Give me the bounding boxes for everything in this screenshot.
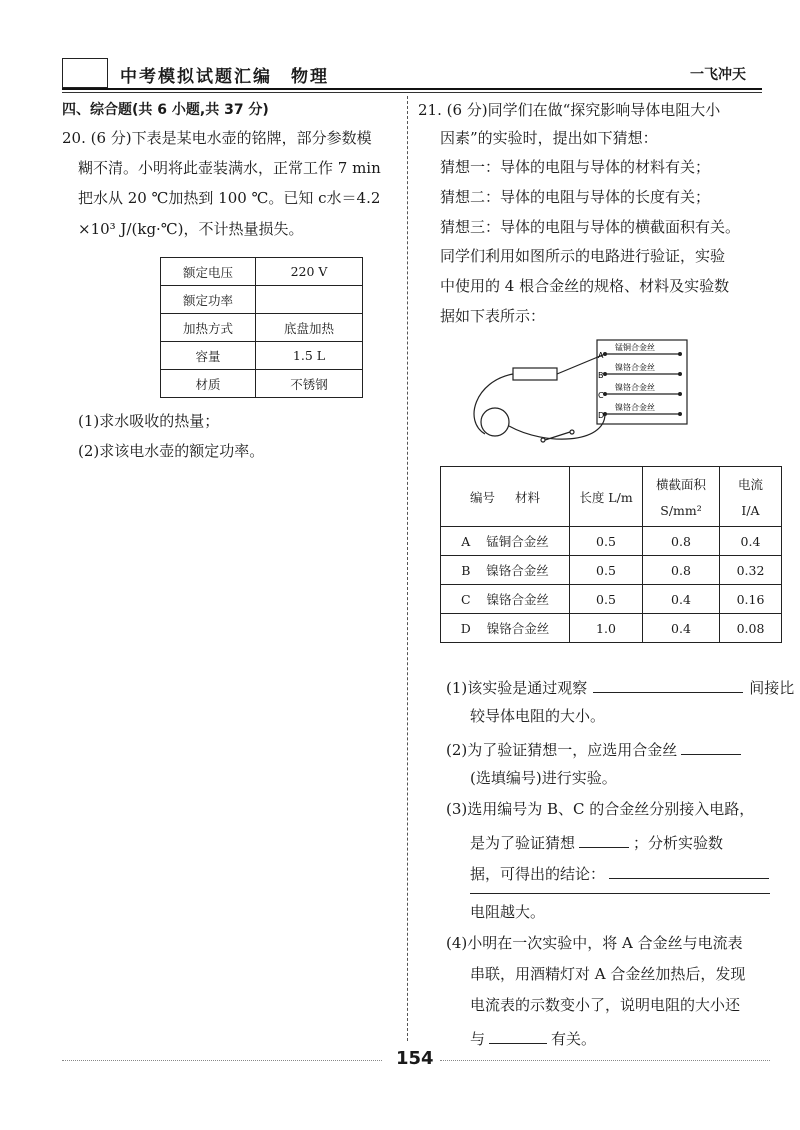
q21-sub1-line-2: 较导体电阻的大小。 [470,707,606,725]
q21-line-6: 同学们利用如图所示的电路进行验证，实验 [440,247,726,265]
header-current-label: 电流 [737,477,763,492]
nameplate-cell: 额定电压 [161,258,256,286]
header-rule-thin [62,92,762,93]
row-length: 0.5 [570,556,643,585]
row-length: 0.5 [570,527,643,556]
q20-sub-2: (2)求该电水壶的额定功率。 [78,442,265,460]
q21-line-5: 猜想三：导体的电阻与导体的横截面积有关。 [440,218,741,236]
row-id-material: B 镍铬合金丝 [441,556,570,585]
header-rule [62,88,762,90]
circuit-label-c: C [598,391,604,400]
header-area [643,467,720,527]
q21-sub4-line-1: (4)小明在一次实验中，将 A 合金丝与电流表 [446,934,743,952]
q21-sub1-line-1: (1)该实验是通过观察 间接比 [446,679,795,697]
series-title: 中考模拟试题汇编 物理 [120,67,329,87]
q21-sub2-line-2: (选填编号)进行实验。 [470,769,617,787]
row-current: 0.08 [720,614,782,643]
row-id-material: D 镍铬合金丝 [441,614,570,643]
footer-rule-right [440,1060,770,1061]
row-length: 1.0 [570,614,643,643]
q21-sub4-line-2: 串联，用酒精灯对 A 合金丝加热后，发现 [470,965,746,983]
nameplate-cell: 材质 [161,370,256,398]
table-row [441,614,782,643]
q21-sub3-line-3: 据，可得出的结论： [470,864,769,882]
table-row [441,585,782,614]
q20-line-1: 20. (6 分)下表是某电水壶的铭牌，部分参数模 [62,129,372,147]
circuit-label-d: D [598,411,605,420]
wire-label-b: 镍铬合金丝 [615,363,655,372]
q20-line-3: 把水从 20 ℃加热到 100 ℃。已知 c水＝4.2 [78,189,381,207]
row-id-material: A 锰铜合金丝 [441,527,570,556]
q21-line-7: 中使用的 4 根合金丝的规格、材料及实验数 [440,277,730,295]
q21-sub3-line-2: 是为了验证猜想 ；分析实验数 [470,834,724,852]
nameplate-cell: 底盘加热 [256,314,363,342]
row-area: 0.8 [643,527,720,556]
table-row [441,527,782,556]
circuit-label-b: B [598,371,604,380]
q21-sub4-line-3: 电流表的示数变小了，说明电阻的大小还 [470,996,741,1014]
q21-sub3-line-1: (3)选用编号为 B、C 的合金丝分别接入电路， [446,800,755,818]
row-area: 0.4 [643,614,720,643]
header-id: 编号 [470,489,496,505]
answer-blank[interactable] [609,864,769,879]
row-id-material: C 镍铬合金丝 [441,585,570,614]
q21-sub4-line-4: 与 有关。 [470,1030,597,1048]
q21-line-2: 因素”的实验时，提出如下猜想： [440,129,658,147]
answer-blank[interactable] [681,740,741,755]
header-material: 材料 [514,489,540,505]
page-number: 154 [396,1048,434,1069]
nameplate-cell: 额定功率 [161,286,256,314]
nameplate-cell: 220 V [256,258,363,286]
q21-sub2-line-1: (2)为了验证猜想一，应选用合金丝 [446,740,741,758]
circuit-label-a: A [598,351,604,360]
nameplate-cell: 容量 [161,342,256,370]
q21-line-1: 21. (6 分)同学们在做“探究影响导体电阻大小 [418,101,721,119]
section-title: 四、综合题(共 6 小题,共 37 分) [62,102,269,118]
nameplate-cell: 加热方式 [161,314,256,342]
q21-sub3-line-5: 电阻越大。 [470,903,546,921]
row-current: 0.4 [720,527,782,556]
q20-line-2: 糊不清。小明将此壶装满水，正常工作 7 min [78,159,381,177]
footer-rule-left [62,1060,382,1061]
answer-blank[interactable] [489,1029,547,1044]
nameplate-cell [256,286,363,314]
nameplate-cell: 不锈钢 [256,370,363,398]
q21-line-8: 据如下表所示： [440,307,546,325]
answer-blank[interactable] [579,833,629,848]
wire-label-d: 镍铬合金丝 [615,403,655,412]
table-row [441,556,782,585]
wire-label-c: 镍铬合金丝 [615,383,655,392]
answer-blank-continued[interactable] [470,893,770,894]
q20-sub-1: (1)求水吸收的热量； [78,412,220,430]
header-length: 长度 L/m [570,467,643,527]
kettle-nameplate-table [160,257,363,398]
circuit-diagram [455,336,695,456]
series-logo [62,58,108,88]
brand-logo: 一飞冲天 [690,67,746,83]
header-area-unit: S/mm² [660,503,702,518]
answer-blank[interactable] [593,678,743,693]
nameplate-cell: 1.5 L [256,342,363,370]
alloy-header-cell [441,467,570,527]
row-length: 0.5 [570,585,643,614]
header-area-label: 横截面积 [655,477,706,492]
row-current: 0.16 [720,585,782,614]
row-current: 0.32 [720,556,782,585]
q21-line-3: 猜想一：导体的电阻与导体的材料有关； [440,158,711,176]
row-area: 0.4 [643,585,720,614]
header-current [720,467,782,527]
wire-label-a: 锰铜合金丝 [615,343,655,352]
alloy-wire-table [440,466,782,643]
row-area: 0.8 [643,556,720,585]
column-divider [407,96,408,1041]
header-current-unit: I/A [741,503,760,518]
q20-line-4: ×10³ J/(kg·℃)，不计热量损失。 [78,220,304,238]
q21-line-4: 猜想二：导体的电阻与导体的长度有关； [440,188,711,206]
